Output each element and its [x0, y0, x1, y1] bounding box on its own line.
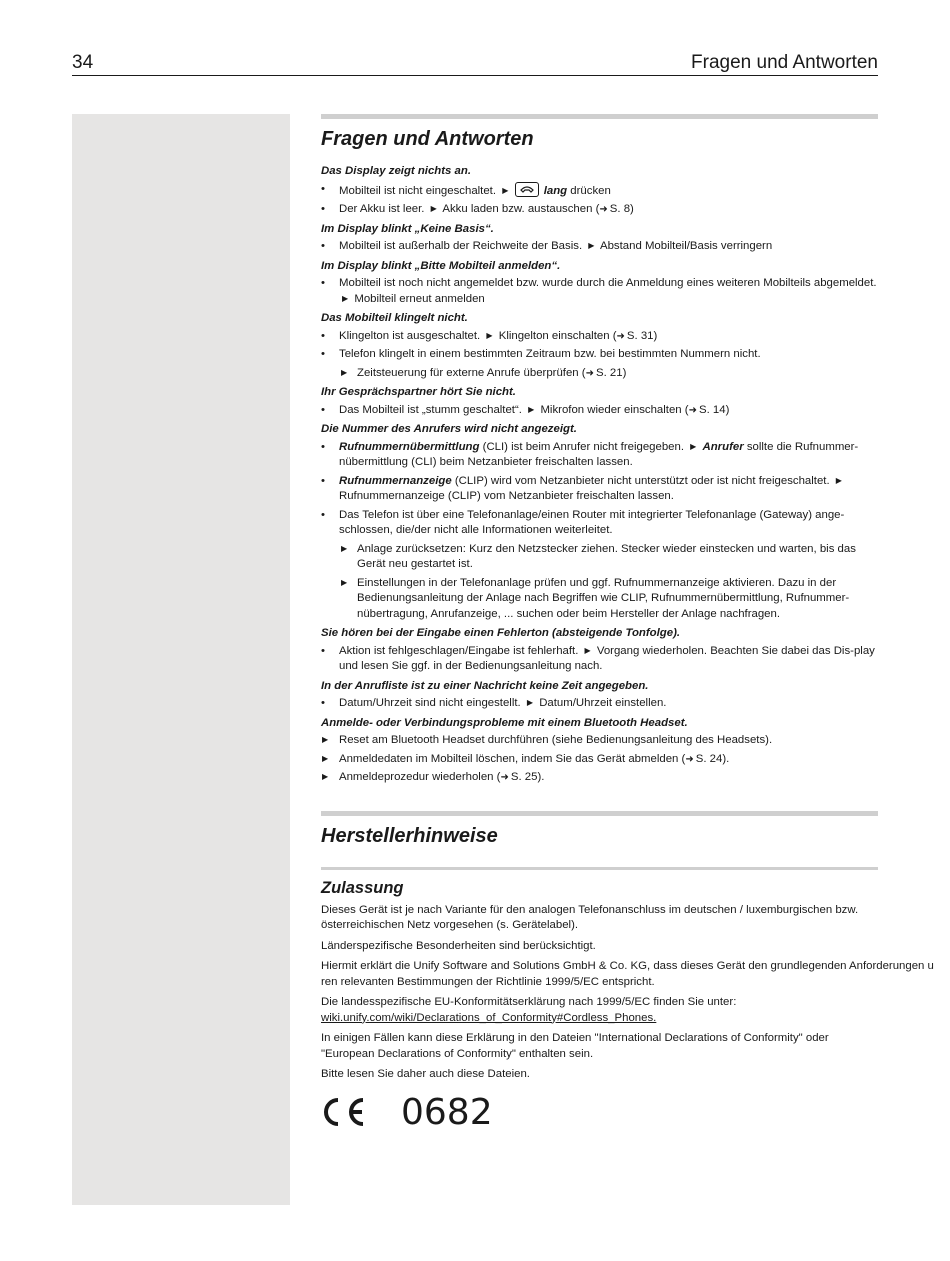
- action-triangle-icon: ▶: [341, 367, 348, 377]
- bullet-icon: •: [321, 474, 325, 487]
- action-triangle-icon: ▶: [584, 645, 591, 655]
- list-item: • Aktion ist fehlgeschlagen/Eingabe ist fehlerhaft. ▶ Vorgang wiederholen. Beachten Sie dabei das Dis-play und lesen Sie ggf. in der Bedienungsanleitung nach.: [321, 644, 875, 672]
- list-item: • Telefon klingelt in einem bestimmten Zeitraum bzw. bei bestimmten Nummern nicht.: [321, 347, 878, 363]
- page-reference: S. 25).: [510, 771, 545, 783]
- list-item: • Das Mobilteil ist „stumm geschaltet“. ▶ Mikrofon wieder einschalten (➜ S. 14): [321, 403, 878, 419]
- page-number: 34: [72, 52, 94, 73]
- action-item: ▶ Anmeldeprozedur wiederholen (➜ S. 25).: [322, 771, 545, 783]
- question-error-tone: Sie hören bei der Eingabe einen Fehlerton (absteigende Tonfolge).: [321, 627, 681, 639]
- question-register-handset: Im Display blinkt „Bitte Mobilteil anmelden“.: [321, 259, 561, 272]
- paragraph: Dieses Gerät ist je nach Variante für den analogen Telefonanschluss im deutschen / luxemburgischen bzw. österreichischen Netz vorgesehen (s. Gerätelabel).: [321, 903, 859, 931]
- bullet-icon: •: [321, 329, 325, 342]
- paragraph: Länderspezifische Besonderheiten sind berücksichtigt.: [321, 939, 596, 952]
- list-item: • Datum/Uhrzeit sind nicht eingestellt. ▶ Datum/Uhrzeit einstellen.: [321, 696, 878, 712]
- action-triangle-icon: ▶: [588, 241, 595, 250]
- notified-body-number: 0682: [401, 1091, 493, 1133]
- approval-heading: Zulassung: [321, 878, 404, 897]
- list-item: • Rufnummernanzeige (CLIP) wird vom Netzanbieter nicht unterstützt oder ist nicht freigeschaltet. ▶ Rufnummernanzeige (CLIP) vom Netzanbieter freischalten lassen.: [321, 474, 842, 502]
- section-bar: [321, 114, 878, 119]
- section-bar: [321, 811, 878, 816]
- question-no-base: Im Display blinkt „Keine Basis“.: [321, 222, 494, 235]
- bullet-icon: •: [321, 348, 325, 360]
- paragraph: Hiermit erklärt die Unify Software and Solutions GmbH & Co. KG, dass dieses Gerät den grundlegenden Anforderungen u ren relevanten Bestimmungen der Richtlinie 1999/5/EC entspricht.: [321, 960, 934, 988]
- manufacturer-heading: Herstellerhinweise: [321, 824, 498, 847]
- list-item: • Rufnummernübermittlung (CLI) ist beim Anrufer nicht freigegeben. ▶ Anrufer sollte die Rufnummer-nübermittlung (CLI) beim Netzanbieter freischalten lassen.: [321, 440, 859, 468]
- action-item: ▶ Reset am Bluetooth Headset durchführen (siehe Bedienungsanleitung des Headsets).: [322, 734, 773, 746]
- arrow-right-icon: ➜: [599, 204, 608, 215]
- page-reference: S. 31): [626, 329, 658, 342]
- list-item: • Mobilteil ist noch nicht angemeldet bzw. wurde durch die Anmeldung eines weiteren Mobilteils abgemeldet. ▶ Mobilteil erneut anmelden: [321, 277, 877, 305]
- arrow-right-icon: ➜: [685, 753, 694, 765]
- action-triangle-icon: ▶: [322, 753, 329, 763]
- action-item: ▶ Anlage zurücksetzen: Kurz den Netzstecker ziehen. Stecker wieder einstecken und warten, bis das Gerät neu gestartet ist.: [341, 542, 856, 570]
- subsection-bar: [321, 867, 878, 870]
- handset-key-icon: [515, 182, 539, 197]
- arrow-right-icon: ➜: [500, 772, 509, 783]
- action-triangle-icon: ▶: [341, 577, 348, 587]
- conformity-link[interactable]: wiki.unify.com/wiki/Declarations_of_Conformity#Cordless_Phones.: [321, 1011, 657, 1024]
- page-reference: S. 8): [609, 203, 634, 215]
- paragraph: In einigen Fällen kann diese Erklärung in den Dateien "International Declarations of Conformity" oder "European Declarations of Conformity" enthalten sein.: [321, 1032, 829, 1060]
- arrow-right-icon: ➜: [688, 404, 697, 416]
- ce-marking: [321, 1093, 878, 1133]
- action-triangle-icon: ▶: [835, 475, 842, 485]
- paragraph: Bitte lesen Sie daher auch diese Dateien.: [321, 1068, 530, 1080]
- action-triangle-icon: ▶: [322, 735, 329, 744]
- left-margin-panel: [72, 114, 290, 1205]
- bullet-icon: •: [321, 277, 325, 289]
- question-no-time-in-call-list: In der Anrufliste ist zu einer Nachricht keine Zeit angegeben.: [321, 679, 649, 692]
- action-item: ▶ Zeitsteuerung für externe Anrufe überprüfen (➜ S. 21): [341, 366, 627, 379]
- action-triangle-icon: ▶: [526, 698, 534, 707]
- bullet-icon: •: [321, 644, 325, 657]
- bullet-icon: •: [321, 182, 325, 195]
- list-item: • Das Telefon ist über eine Telefonanlage/einen Router mit integrierter Telefonanlage (Gateway) ange-schlossen, die/der nicht alle Informationen weiterleitet.: [321, 508, 845, 536]
- arrow-right-icon: ➜: [585, 367, 594, 379]
- list-item: • Klingelton ist ausgeschaltet. ▶ Klingelton einschalten (➜ S. 31): [321, 329, 878, 345]
- action-item: ▶ Einstellungen in der Telefonanlage prüfen und ggf. Rufnummernanzeige aktivieren. Dazu in der Bedienungsanleitung der Anlage nach Begriffen wie CLIP, Rufnummernübermittlung, Rufnummer-nübertragung, Anrufanzeige, ... suchen oder beim Hersteller der Anlage nachfragen.: [341, 576, 850, 620]
- action-triangle-icon: ▶: [342, 293, 349, 303]
- list-item: • Mobilteil ist außerhalb der Reichweite der Basis. ▶ Abstand Mobilteil/Basis verringern: [321, 239, 878, 255]
- question-caller-number-missing: Die Nummer des Anrufers wird nicht angezeigt.: [321, 423, 577, 435]
- bullet-icon: •: [321, 203, 325, 215]
- header-rule: [72, 75, 878, 76]
- page-reference: S. 24).: [695, 752, 730, 765]
- bullet-icon: •: [321, 403, 325, 416]
- bullet-icon: •: [321, 508, 325, 521]
- action-triangle-icon: ▶: [528, 404, 535, 414]
- action-triangle-icon: ▶: [430, 204, 437, 213]
- question-no-ring: Das Mobilteil klingelt nicht.: [321, 312, 468, 324]
- paragraph: Die landesspezifische EU-Konformitätserklärung nach 1999/5/EC finden Sie unter: wiki.unify.com/wiki/Declarations_of_Conformity#Cordless_Phones.: [321, 996, 737, 1024]
- action-triangle-icon: ▶: [341, 543, 348, 553]
- faq-heading: Fragen und Antworten: [321, 128, 534, 150]
- action-triangle-icon: ▶: [502, 185, 509, 195]
- arrow-right-icon: ➜: [616, 330, 625, 342]
- list-item: • Mobilteil ist nicht eingeschaltet. ▶ lang drücken: [321, 182, 611, 197]
- action-triangle-icon: ▶: [486, 330, 493, 340]
- ce-mark-icon: [321, 1097, 365, 1127]
- bullet-icon: •: [321, 697, 325, 709]
- question-bluetooth-headset: Anmelde- oder Verbindungsprobleme mit einem Bluetooth Headset.: [321, 716, 688, 729]
- action-triangle-icon: ▶: [690, 441, 697, 451]
- list-item: • Der Akku ist leer. ▶ Akku laden bzw. austauschen (➜ S. 8): [321, 202, 878, 218]
- action-item: ▶ Anmeldedaten im Mobilteil löschen, indem Sie das Gerät abmelden (➜ S. 24).: [322, 752, 730, 765]
- bullet-icon: •: [321, 240, 325, 252]
- page-reference: S. 21): [595, 366, 627, 379]
- page-reference: S. 14): [698, 403, 730, 416]
- main-content: [321, 114, 934, 1133]
- bullet-icon: •: [321, 440, 325, 453]
- question-display-blank: Das Display zeigt nichts an.: [321, 165, 472, 177]
- action-triangle-icon: ▶: [322, 772, 329, 781]
- running-header-title: Fragen und Antworten: [691, 52, 878, 73]
- question-partner-cannot-hear: Ihr Gesprächspartner hört Sie nicht.: [321, 386, 516, 398]
